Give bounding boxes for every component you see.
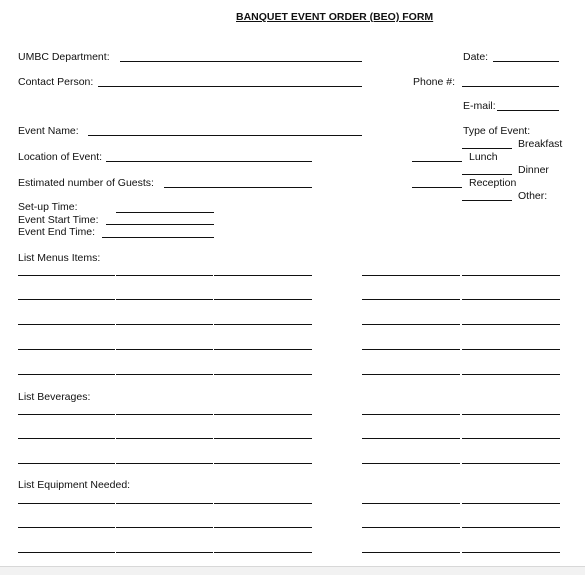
list-beverages-label: List Beverages: xyxy=(18,391,91,403)
location-of-event-field[interactable] xyxy=(106,161,312,162)
equipment-entry-line[interactable] xyxy=(18,527,115,528)
umbc-department-label: UMBC Department: xyxy=(18,51,110,63)
breakfast-option: Breakfast xyxy=(518,138,563,150)
estimated-guests-label: Estimated number of Guests: xyxy=(18,177,154,189)
breakfast-checkline[interactable] xyxy=(462,148,512,149)
lunch-option: Lunch xyxy=(469,151,498,163)
equipment-entry-line[interactable] xyxy=(462,552,560,553)
beverages-entry-line[interactable] xyxy=(462,463,560,464)
event-start-time-label: Event Start Time: xyxy=(18,214,99,226)
menus-entry-line[interactable] xyxy=(214,349,312,350)
type-of-event-label: Type of Event: xyxy=(463,125,531,137)
other-option: Other: xyxy=(518,190,548,202)
menus-entry-line[interactable] xyxy=(116,275,213,276)
setup-time-label: Set-up Time: xyxy=(18,201,78,213)
email-label: E-mail: xyxy=(463,100,496,112)
equipment-entry-line[interactable] xyxy=(116,552,213,553)
event-end-time-label: Event End Time: xyxy=(18,226,96,238)
form-title: BANQUET EVENT ORDER (BEO) FORM xyxy=(236,11,434,23)
equipment-entry-line[interactable] xyxy=(18,552,115,553)
menus-entry-line[interactable] xyxy=(462,275,560,276)
menus-entry-line[interactable] xyxy=(362,299,460,300)
menus-entry-line[interactable] xyxy=(362,324,460,325)
phone-label: Phone #: xyxy=(413,76,456,88)
event-name-field[interactable] xyxy=(88,135,362,136)
menus-entry-line[interactable] xyxy=(462,349,560,350)
reception-option: Reception xyxy=(469,177,517,189)
beverages-entry-line[interactable] xyxy=(462,414,560,415)
beverages-entry-line[interactable] xyxy=(18,414,115,415)
equipment-entry-line[interactable] xyxy=(116,503,213,504)
menus-entry-line[interactable] xyxy=(18,349,115,350)
contact-person-field[interactable] xyxy=(98,86,362,87)
equipment-entry-line[interactable] xyxy=(116,527,213,528)
beverages-entry-line[interactable] xyxy=(462,438,560,439)
menus-entry-line[interactable] xyxy=(462,299,560,300)
menus-entry-line[interactable] xyxy=(18,275,115,276)
menus-entry-line[interactable] xyxy=(116,324,213,325)
lunch-checkline[interactable] xyxy=(412,161,462,162)
beverages-entry-line[interactable] xyxy=(362,438,460,439)
equipment-entry-line[interactable] xyxy=(362,527,460,528)
menus-entry-line[interactable] xyxy=(362,374,460,375)
menus-entry-line[interactable] xyxy=(214,299,312,300)
umbc-department-field[interactable] xyxy=(120,61,362,62)
equipment-entry-line[interactable] xyxy=(214,503,312,504)
equipment-entry-line[interactable] xyxy=(462,527,560,528)
beverages-entry-line[interactable] xyxy=(18,463,115,464)
list-equipment-label: List Equipment Needed: xyxy=(18,479,131,491)
reception-checkline[interactable] xyxy=(412,187,462,188)
beverages-entry-line[interactable] xyxy=(214,463,312,464)
menus-entry-line[interactable] xyxy=(214,324,312,325)
event-start-time-field[interactable] xyxy=(106,224,214,225)
event-name-label: Event Name: xyxy=(18,125,79,137)
menus-entry-line[interactable] xyxy=(18,374,115,375)
equipment-entry-line[interactable] xyxy=(462,503,560,504)
contact-person-label: Contact Person: xyxy=(18,76,94,88)
equipment-entry-line[interactable] xyxy=(18,503,115,504)
menus-entry-line[interactable] xyxy=(462,324,560,325)
menus-entry-line[interactable] xyxy=(116,299,213,300)
beverages-entry-line[interactable] xyxy=(214,438,312,439)
beverages-entry-line[interactable] xyxy=(116,438,213,439)
menus-entry-line[interactable] xyxy=(362,275,460,276)
equipment-entry-line[interactable] xyxy=(362,552,460,553)
list-menus-items-label: List Menus Items: xyxy=(18,252,101,264)
equipment-entry-line[interactable] xyxy=(214,552,312,553)
beverages-entry-line[interactable] xyxy=(116,414,213,415)
equipment-entry-line[interactable] xyxy=(362,503,460,504)
email-field[interactable] xyxy=(497,110,559,111)
phone-field[interactable] xyxy=(462,86,559,87)
event-end-time-field[interactable] xyxy=(102,237,214,238)
dinner-checkline[interactable] xyxy=(462,174,512,175)
location-of-event-label: Location of Event: xyxy=(18,151,103,163)
menus-entry-line[interactable] xyxy=(18,324,115,325)
beverages-entry-line[interactable] xyxy=(362,414,460,415)
beverages-entry-line[interactable] xyxy=(18,438,115,439)
beverages-entry-line[interactable] xyxy=(116,463,213,464)
other-checkline[interactable] xyxy=(462,200,512,201)
equipment-entry-line[interactable] xyxy=(214,527,312,528)
setup-time-field[interactable] xyxy=(116,212,214,213)
beverages-entry-line[interactable] xyxy=(362,463,460,464)
date-field[interactable] xyxy=(493,61,559,62)
menus-entry-line[interactable] xyxy=(214,275,312,276)
menus-entry-line[interactable] xyxy=(214,374,312,375)
menus-entry-line[interactable] xyxy=(18,299,115,300)
beverages-entry-line[interactable] xyxy=(214,414,312,415)
menus-entry-line[interactable] xyxy=(116,349,213,350)
menus-entry-line[interactable] xyxy=(116,374,213,375)
page-footer-strip xyxy=(0,566,585,575)
dinner-option: Dinner xyxy=(518,164,549,176)
date-label: Date: xyxy=(463,51,489,63)
menus-entry-line[interactable] xyxy=(362,349,460,350)
menus-entry-line[interactable] xyxy=(462,374,560,375)
estimated-guests-field[interactable] xyxy=(164,187,312,188)
